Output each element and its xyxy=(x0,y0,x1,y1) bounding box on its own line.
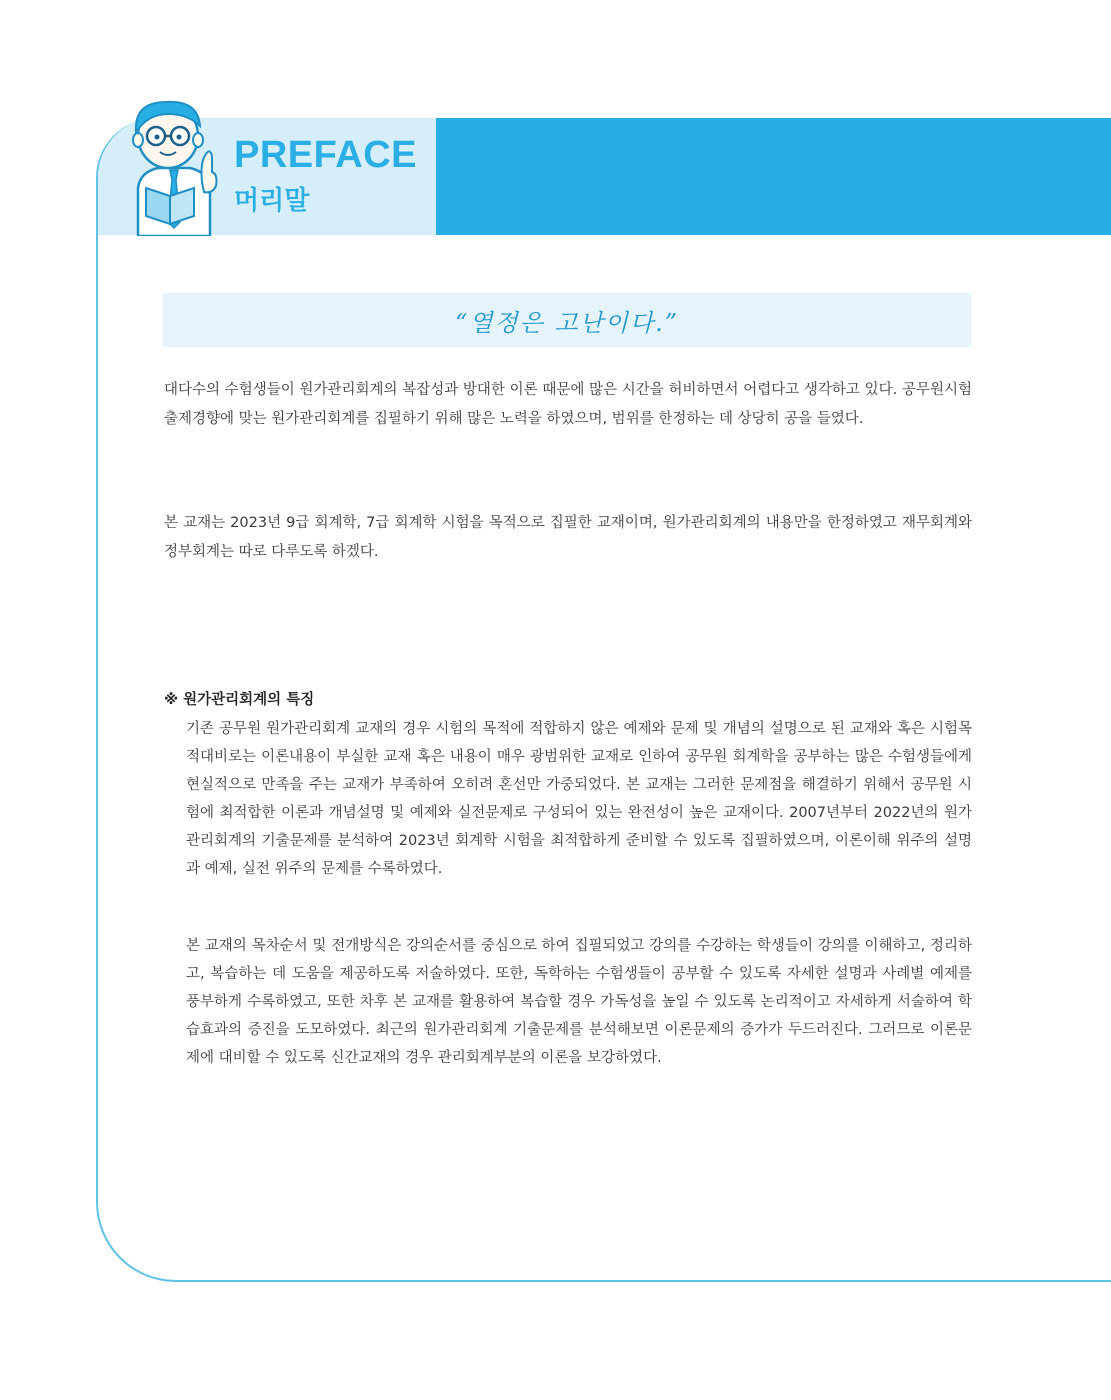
page-title-english: PREFACE xyxy=(234,134,417,176)
header-accent-band xyxy=(436,118,1111,235)
features-paragraph-1: 기존 공무원 원가관리회계 교재의 경우 시험의 목적에 적합하지 않은 예제와 문제 및 개념의 설명으로 된 교재와 혹은 시험목적대비로는 이론내용이 부실한 교재 혹은 내용이 매우 광범위한 교재로 인하여 공무원 회계학을 공부하는 많은 수험생들에게 현실적으로 만족을 주는 교재가 부족하여 오히려 혼선만 가중되었다. 본 교재는 그러한 문제점을 해결하기 위해서 공무원 시험에 최적합한 이론과 개념설명 및 예제와 실전문제로 구성되어 있는 완전성이 높은 교재이다. 2007년부터 2022년의 원가관리회계의 기출문제를 분석하여 2023년 회계학 시험을 최적합하게 준비할 수 있도록 집필하였으며, 이론이해 위주의 설명과 예제, 실전 위주의 문제를 수록하였다. xyxy=(186,721,972,877)
intro-paragraph-1: 대다수의 수험생들이 원가관리회계의 복잡성과 방대한 이론 때문에 많은 시간을 허비하면서 어렵다고 생각하고 있다. 공무원시험 출제경향에 맞는 원가관리회계를 집필하기 위해 많은 노력을 하였으며, 범위를 한정하는 데 상당히 공을 들였다. xyxy=(164,382,972,427)
quote-banner xyxy=(163,293,971,347)
features-section-title: ※ 원가관리회계의 특징 xyxy=(164,692,315,708)
features-paragraph-2: 본 교재의 목차순서 및 전개방식은 강의순서를 중심으로 하여 집필되었고 강의를 수강하는 학생들이 강의를 이해하고, 정리하고, 복습하는 데 도움을 제공하도록 저술하였다. 또한, 독학하는 수험생들이 공부할 수 있도록 자세한 설명과 사례별 예제를 풍부하게 수록하였고, 또한 차후 본 교재를 활용하여 복습할 경우 가독성을 높일 수 있도록 논리적이고 자세하게 서술하여 학습효과의 증진을 도모하였다. 최근의 원가관리회계 기출문제를 분석해보면 이론문제의 증가가 두드러진다. 그러므로 이론문제에 대비할 수 있도록 신간교재의 경우 관리회계부분의 이론을 보강하였다. xyxy=(186,938,972,1066)
quote-text: “열정은 고난이다.” xyxy=(454,308,680,337)
page-title-korean: 머리말 xyxy=(234,186,310,216)
intro-paragraph-2: 본 교재는 2023년 9급 회계학, 7급 회계학 시험을 목적으로 집필한 교재이며, 원가관리회계의 내용만을 한정하였고 재무회계와 정부회계는 따로 다루도록 하겠다. xyxy=(164,515,972,560)
teacher-mascot-icon xyxy=(118,96,230,236)
